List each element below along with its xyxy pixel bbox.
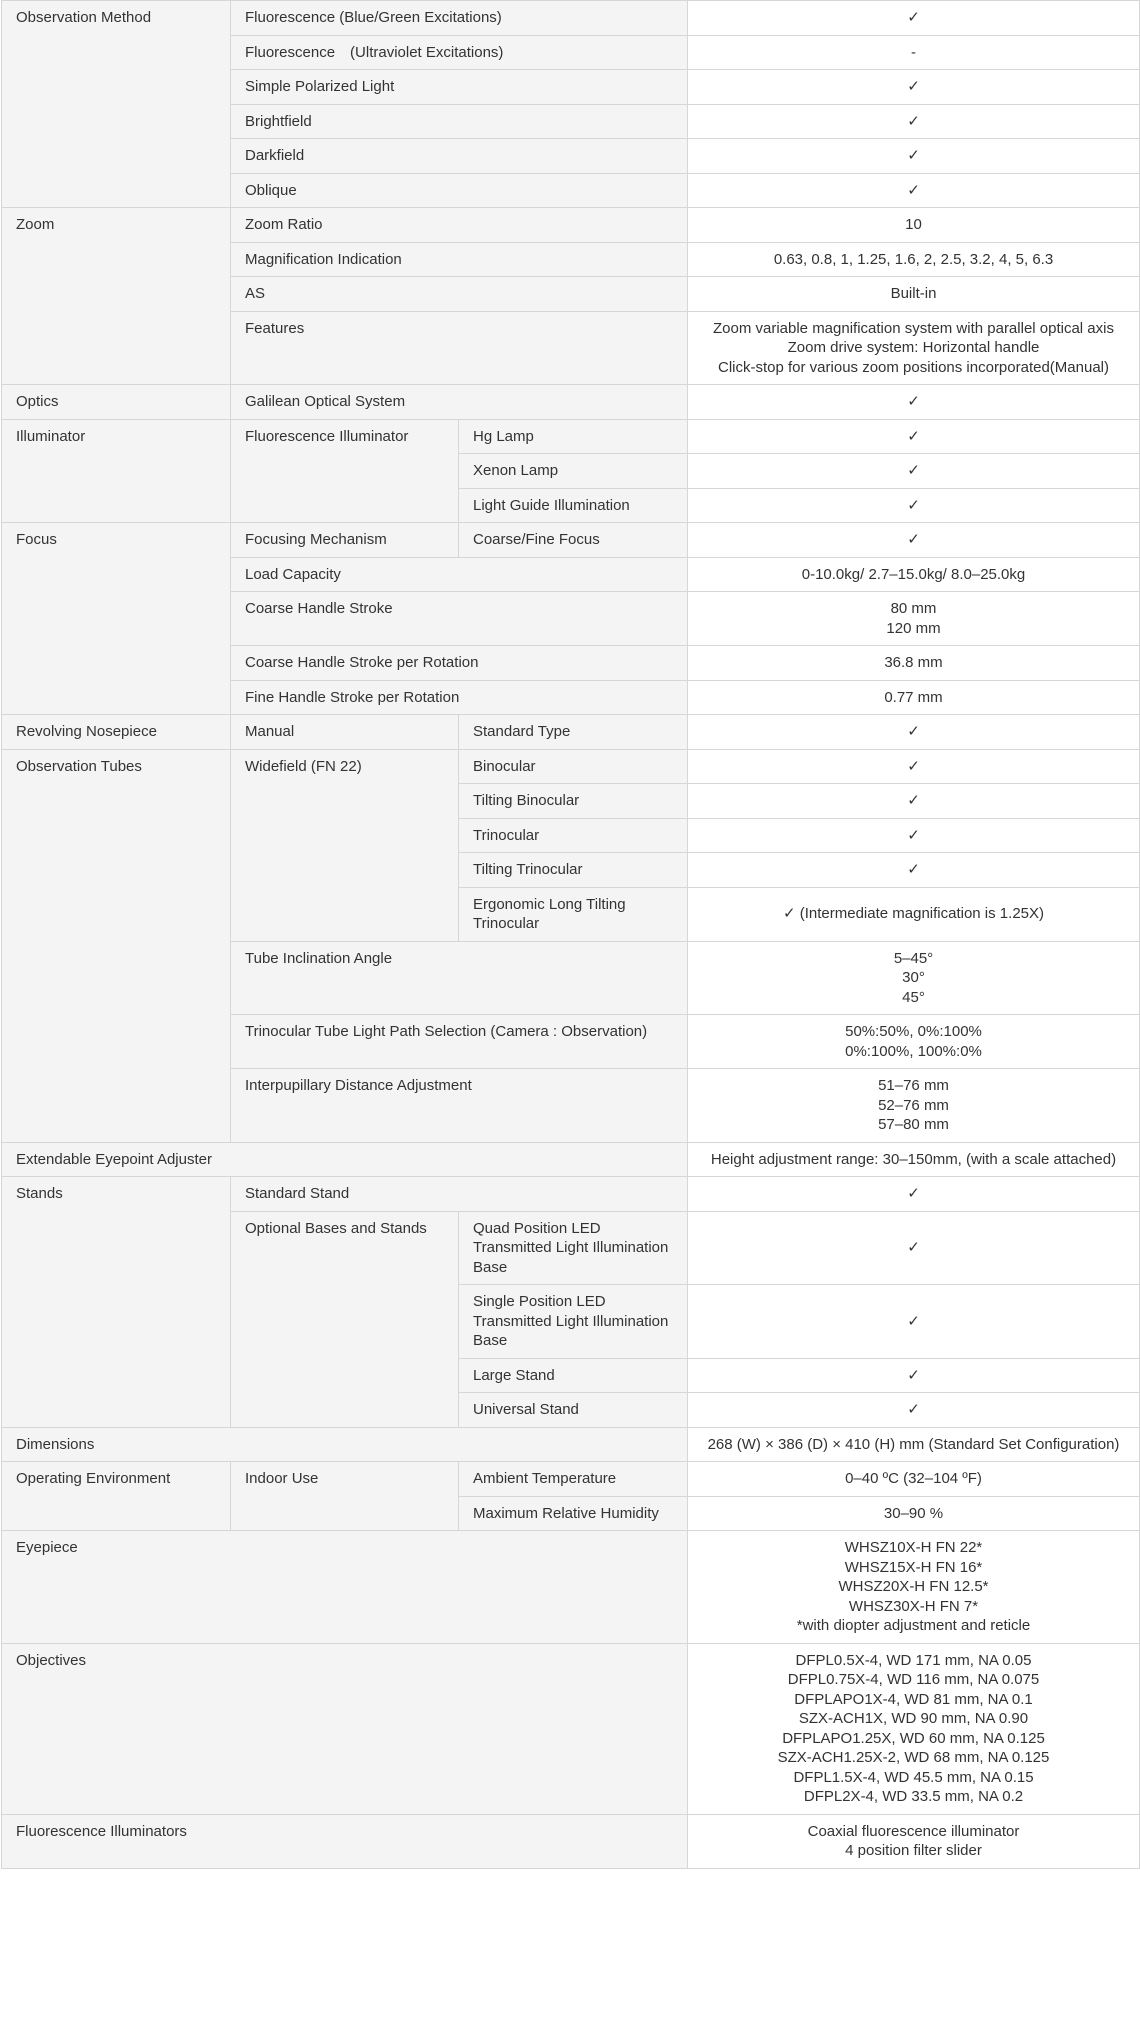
spec-value-cell: 30–90 % xyxy=(688,1496,1140,1531)
spec-label-cell: Light Guide Illumination xyxy=(459,488,688,523)
spec-value-cell: ✓ xyxy=(688,784,1140,819)
spec-value-line: Click-stop for various zoom positions incorporated(Manual) xyxy=(718,358,1109,376)
spec-value-cell: ✓ xyxy=(688,385,1140,420)
spec-value-line: WHSZ10X-H FN 22* xyxy=(844,1539,983,1556)
spec-value-line: DFPLAPO1.25X, WD 60 mm, NA 0.125 xyxy=(782,1729,1045,1747)
spec-value-line: SZX-ACH1X, WD 90 mm, NA 0.90 xyxy=(798,1710,1029,1727)
spec-label-cell: Brightfield xyxy=(231,104,688,139)
spec-label-cell: Fluorescence (Blue/Green Excitations) xyxy=(231,1,688,36)
spec-value-line: 4 position filter slider xyxy=(845,1842,982,1859)
spec-label-cell: Quad Position LED Transmitted Light Illumination Base xyxy=(459,1211,688,1285)
spec-label-cell: Eyepiece xyxy=(2,1531,688,1644)
spec-label-cell: Trinocular xyxy=(459,818,688,853)
spec-label-cell: Universal Stand xyxy=(459,1393,688,1428)
spec-value-cell: ✓ (Intermediate magnification is 1.25X) xyxy=(688,887,1140,941)
spec-label-cell: Revolving Nosepiece xyxy=(2,715,231,750)
spec-label-cell: Observation Method xyxy=(2,1,231,208)
spec-value-line: Zoom variable magnification system with parallel optical axis xyxy=(712,319,1114,337)
spec-label-cell: Zoom xyxy=(2,208,231,385)
spec-label-cell: Large Stand xyxy=(459,1358,688,1393)
spec-label-cell: Coarse Handle Stroke per Rotation xyxy=(231,646,688,681)
spec-label-cell: Operating Environment xyxy=(2,1462,231,1531)
spec-value-cell xyxy=(688,311,1140,385)
spec-value-cell: ✓ xyxy=(688,139,1140,174)
table-row xyxy=(2,419,1140,454)
spec-label-cell: Standard Stand xyxy=(231,1177,688,1212)
spec-value-cell xyxy=(688,592,1140,646)
spec-label-cell: Fluorescence Illuminators xyxy=(2,1814,688,1868)
spec-label-cell: Fluorescence Illuminator xyxy=(231,419,459,523)
spec-value-cell: ✓ xyxy=(688,523,1140,558)
spec-value-cell xyxy=(688,1015,1140,1069)
spec-value-cell: ✓ xyxy=(688,1285,1140,1359)
spec-value-cell xyxy=(688,1814,1140,1868)
spec-label-cell: Fluorescence (Ultraviolet Excitations) xyxy=(231,35,688,70)
table-row xyxy=(2,715,1140,750)
spec-label-cell: Zoom Ratio xyxy=(231,208,688,243)
spec-label-cell: Magnification Indication xyxy=(231,242,688,277)
spec-value-cell: ✓ xyxy=(688,1358,1140,1393)
spec-value-cell: 10 xyxy=(688,208,1140,243)
spec-label-cell: Trinocular Tube Light Path Selection (Camera : Observation) xyxy=(231,1015,688,1069)
spec-value-cell xyxy=(688,1643,1140,1814)
spec-value-line: Coaxial fluorescence illuminator xyxy=(807,1822,1020,1840)
table-row xyxy=(2,1462,1140,1497)
spec-label-cell: Focusing Mechanism xyxy=(231,523,459,558)
spec-label-cell: Tilting Binocular xyxy=(459,784,688,819)
spec-value-cell: 268 (W) × 386 (D) × 410 (H) mm (Standard Set Configuration) xyxy=(688,1427,1140,1462)
spec-label-cell: Illuminator xyxy=(2,419,231,523)
spec-value-line: 5–45° xyxy=(893,949,934,967)
spec-label-cell: Coarse Handle Stroke xyxy=(231,592,688,646)
table-row xyxy=(2,208,1140,243)
spec-label-cell: Oblique xyxy=(231,173,688,208)
spec-value-cell: ✓ xyxy=(688,173,1140,208)
spec-value-line: 57–80 mm xyxy=(878,1116,949,1133)
spec-label-cell: Indoor Use xyxy=(231,1462,459,1531)
spec-value-line: Zoom drive system: Horizontal handle xyxy=(787,339,1040,356)
spec-value-line: WHSZ30X-H FN 7* xyxy=(848,1597,979,1615)
spec-value-cell xyxy=(688,1531,1140,1644)
spec-value-line: DFPLAPO1X-4, WD 81 mm, NA 0.1 xyxy=(794,1690,1033,1708)
spec-label-cell: Ergonomic Long Tilting Trinocular xyxy=(459,887,688,941)
spec-table xyxy=(1,0,1140,1869)
spec-value-cell: ✓ xyxy=(688,70,1140,105)
table-row xyxy=(2,1142,1140,1177)
spec-value-cell: ✓ xyxy=(688,853,1140,888)
spec-label-cell: Load Capacity xyxy=(231,557,688,592)
spec-label-cell: Darkfield xyxy=(231,139,688,174)
spec-value-line: 52–76 mm xyxy=(878,1096,949,1114)
spec-value-line: WHSZ20X-H FN 12.5* xyxy=(838,1578,989,1595)
spec-value-line: 80 mm xyxy=(890,600,937,617)
spec-label-cell: Xenon Lamp xyxy=(459,454,688,489)
table-row xyxy=(2,1531,1140,1644)
spec-label-cell: Focus xyxy=(2,523,231,715)
table-row xyxy=(2,385,1140,420)
spec-value-cell: - xyxy=(688,35,1140,70)
spec-value-cell: ✓ xyxy=(688,104,1140,139)
spec-value-line: 120 mm xyxy=(886,619,941,637)
spec-value-cell: ✓ xyxy=(688,419,1140,454)
spec-value-cell: 0.63, 0.8, 1, 1.25, 1.6, 2, 2.5, 3.2, 4, 5, 6.3 xyxy=(688,242,1140,277)
spec-value-line: 50%:50%, 0%:100% xyxy=(845,1023,982,1040)
table-row xyxy=(2,1427,1140,1462)
table-row xyxy=(2,1,1140,36)
spec-value-line: WHSZ15X-H FN 16* xyxy=(844,1558,983,1576)
spec-value-cell: ✓ xyxy=(688,1393,1140,1428)
spec-value-line: DFPL1.5X-4, WD 45.5 mm, NA 0.15 xyxy=(793,1768,1034,1786)
spec-value-cell: ✓ xyxy=(688,488,1140,523)
spec-table-body xyxy=(2,1,1140,1869)
spec-value-line: DFPL0.5X-4, WD 171 mm, NA 0.05 xyxy=(795,1651,1032,1669)
spec-label-cell: Tube Inclination Angle xyxy=(231,941,688,1015)
spec-label-cell: Maximum Relative Humidity xyxy=(459,1496,688,1531)
spec-value-cell: ✓ xyxy=(688,1211,1140,1285)
spec-label-cell: Optional Bases and Stands xyxy=(231,1211,459,1427)
spec-label-cell: Widefield (FN 22) xyxy=(231,749,459,941)
spec-label-cell: Standard Type xyxy=(459,715,688,750)
spec-label-cell: Extendable Eyepoint Adjuster xyxy=(2,1142,688,1177)
spec-value-line: 51–76 mm xyxy=(878,1077,949,1094)
spec-label-cell: Features xyxy=(231,311,688,385)
spec-value-line: DFPL0.75X-4, WD 116 mm, NA 0.075 xyxy=(787,1671,1040,1688)
spec-label-cell: Tilting Trinocular xyxy=(459,853,688,888)
spec-label-cell: Coarse/Fine Focus xyxy=(459,523,688,558)
table-row xyxy=(2,1814,1140,1868)
table-row xyxy=(2,1177,1140,1212)
spec-value-line: DFPL2X-4, WD 33.5 mm, NA 0.2 xyxy=(803,1788,1024,1805)
spec-value-cell: ✓ xyxy=(688,1177,1140,1212)
spec-value-line: 0%:100%, 100%:0% xyxy=(845,1042,982,1060)
spec-label-cell: Ambient Temperature xyxy=(459,1462,688,1497)
table-row xyxy=(2,749,1140,784)
spec-label-cell: Dimensions xyxy=(2,1427,688,1462)
spec-value-cell: 0–40 ºC (32–104 ºF) xyxy=(688,1462,1140,1497)
spec-value-cell: ✓ xyxy=(688,818,1140,853)
spec-value-line: 45° xyxy=(902,988,925,1006)
spec-value-cell: 0-10.0kg/ 2.7–15.0kg/ 8.0–25.0kg xyxy=(688,557,1140,592)
spec-label-cell: Simple Polarized Light xyxy=(231,70,688,105)
spec-value-cell xyxy=(688,941,1140,1015)
spec-value-line: *with diopter adjustment and reticle xyxy=(796,1617,1031,1634)
spec-value-cell: ✓ xyxy=(688,454,1140,489)
spec-label-cell: Hg Lamp xyxy=(459,419,688,454)
table-row xyxy=(2,523,1140,558)
spec-label-cell: Fine Handle Stroke per Rotation xyxy=(231,680,688,715)
spec-value-line: 30° xyxy=(902,969,925,986)
spec-label-cell: AS xyxy=(231,277,688,312)
spec-value-cell: 36.8 mm xyxy=(688,646,1140,681)
spec-label-cell: Single Position LED Transmitted Light Illumination Base xyxy=(459,1285,688,1359)
spec-value-cell: Built-in xyxy=(688,277,1140,312)
spec-value-cell: 0.77 mm xyxy=(688,680,1140,715)
spec-value-cell xyxy=(688,1069,1140,1143)
spec-value-cell: ✓ xyxy=(688,715,1140,750)
spec-label-cell: Galilean Optical System xyxy=(231,385,688,420)
spec-value-line: SZX-ACH1.25X-2, WD 68 mm, NA 0.125 xyxy=(777,1749,1050,1766)
spec-label-cell: Objectives xyxy=(2,1643,688,1814)
spec-value-cell: ✓ xyxy=(688,1,1140,36)
spec-label-cell: Observation Tubes xyxy=(2,749,231,1142)
spec-value-cell: ✓ xyxy=(688,749,1140,784)
spec-label-cell: Manual xyxy=(231,715,459,750)
spec-label-cell: Optics xyxy=(2,385,231,420)
spec-label-cell: Binocular xyxy=(459,749,688,784)
spec-value-cell: Height adjustment range: 30–150mm, (with a scale attached) xyxy=(688,1142,1140,1177)
table-row xyxy=(2,1643,1140,1814)
spec-label-cell: Stands xyxy=(2,1177,231,1428)
spec-label-cell: Interpupillary Distance Adjustment xyxy=(231,1069,688,1143)
